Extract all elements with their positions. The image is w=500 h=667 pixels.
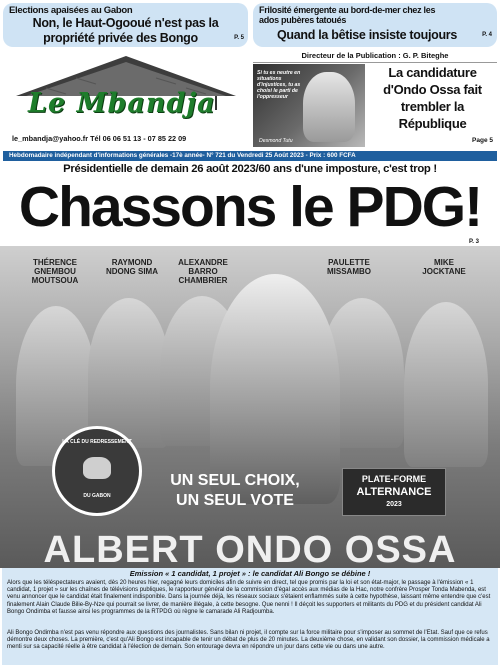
masthead-contact: le_mbandja@yahoo.fr Tél 06 06 51 13 - 07 85 22 09 [12, 134, 187, 143]
sidebar-headline [368, 64, 497, 148]
portrait-placeholder [303, 72, 355, 142]
supporter-photo-5 [404, 302, 488, 467]
teaser-right-line-2: ados pubères tatoués [259, 15, 347, 25]
article-title: Emission « 1 candidat, 1 projet » : le candidat Ali Bongo se débine ! [129, 569, 371, 578]
masthead [6, 50, 246, 148]
sidebar-line-1: La candidature [388, 65, 477, 80]
main-headline: Chassons le PDG! [18, 175, 482, 239]
seal-text-top: LA CLÉ DU REDRESSEMENT [62, 439, 132, 445]
teaser-left-page-ref: P. 5 [234, 35, 244, 41]
sidebar-line-2: d'Ondo Ossa fait [383, 82, 482, 97]
article [2, 568, 498, 665]
quote-photo [253, 64, 365, 147]
platform-badge [342, 468, 446, 516]
info-band-text: Hebdomadaire indépendant d'informations générales -17è année- N° 721 du Vendredi 25 Août 2023 - Prix : 600 FCFA [9, 152, 356, 159]
platform-line-1: PLATE-FORME [361, 474, 427, 484]
teaser-right [253, 3, 497, 47]
teaser-right-page-ref: P. 4 [482, 32, 492, 38]
sidebar-line-4: République [398, 116, 467, 131]
sidebar-page-ref: Page 5 [472, 137, 493, 144]
teaser-right-line-3: Quand la bêtise insiste toujours [277, 28, 458, 42]
photo-quote: Si tu es neutre en situations d'injustices, tu as choisi le parti de l'oppresseur [257, 70, 301, 100]
candidate-name-banner: ALBERT ONDO OSSA [43, 529, 457, 568]
slogan-line-2: UN SEUL VOTE [176, 492, 294, 509]
key-icon [83, 457, 111, 479]
teaser-left-line-2: Non, le Haut-Ogooué n'est pas la [32, 16, 219, 30]
candidate-name-5: MIKE JOCKTANE [422, 258, 466, 276]
sidebar-line-3: trembler la [400, 99, 465, 114]
teaser-left-line-1: Elections apaisées au Gabon [9, 5, 133, 16]
platform-year: 2023 [386, 501, 402, 508]
candidate-name-2: RAYMOND NDONG SIMA [106, 258, 158, 276]
campaign-poster [0, 246, 500, 568]
main-page-ref: P. 3 [469, 239, 479, 245]
candidate-name-1: THÉRENCE GNEMBOU MOUTSOUA [31, 258, 79, 285]
candidate-name-3: ALEXANDRE BARRO CHAMBRIER [178, 258, 228, 285]
teaser-right-line-1: Frilosité émergente au bord-de-mer chez les [259, 5, 436, 15]
main-candidate-photo [210, 274, 340, 504]
photo-caption: Desmond Tutu [259, 138, 293, 144]
teaser-left [3, 3, 248, 47]
article-paragraph-1: Alors que les téléspectateurs avaient, dès 20 heures hier, regagné leurs domiciles afin de suivre en direct, tel que promis par la loi et son état-major, le passage à l'émission « 1 candidat, 1 projet » sur les chaînes de télévisions publiques, le rapporteur général de la commission d'égal accès aux médias de la Hac, notre confrère Prosper Tonda Mabenda, est venu annoncer que le candidat était finalement indisponible. Dans la journée déjà, les réseaux sociaux s'étaient enflammés suite à cette hypothèse, laissant même entendre que c'est finalement Alain Claude Bilie-By-Nze qui pourrait se livrer, de manière illégale, à cette besogne. Que nenni ! Il déçoit les supporters et militants du PDG et du président candidat Ali Bongo Ondimba et fausse ainsi les programmes de la RTPDG où règne le camarade Ali Radjoumba. [7, 580, 491, 615]
slogan-line-1: UN SEUL CHOIX, [170, 472, 300, 489]
masthead-title: Le Mbandja [28, 88, 216, 119]
campaign-seal [52, 426, 142, 516]
candidate-name-4: PAULETTE MISSAMBO [327, 258, 371, 276]
main-subheadline: Présidentielle de demain 26 août 2023/60 ans d'une imposture, c'est trop ! [63, 163, 437, 175]
director-line: Directeur de la Publication : G. P. Biteghe [253, 51, 497, 63]
seal-text-bottom: DU GABON [83, 493, 111, 499]
info-band [3, 151, 497, 161]
article-paragraph-2: Ali Bongo Ondimba n'est pas venu répondre aux questions des journalistes. Sans bilan ni projet, il compte sur la force militaire pour s'imposer au sommet de l'Etat. Sauf que ce refus démontre deux choses. La première, c'est qu'Ali Bongo est incapable de tenir un débat de plus de 20 minutes. La deuxième chose, en validant son dossier, la commission médicale a menti sur sa capacité réelle à être candidat à l'élection de demain. Son entourage devra en répondre un jour dans cette vie ou dans une autre. [7, 630, 490, 651]
teaser-left-line-3: propriété privée des Bongo [43, 31, 198, 45]
platform-line-2: ALTERNANCE [356, 486, 432, 498]
